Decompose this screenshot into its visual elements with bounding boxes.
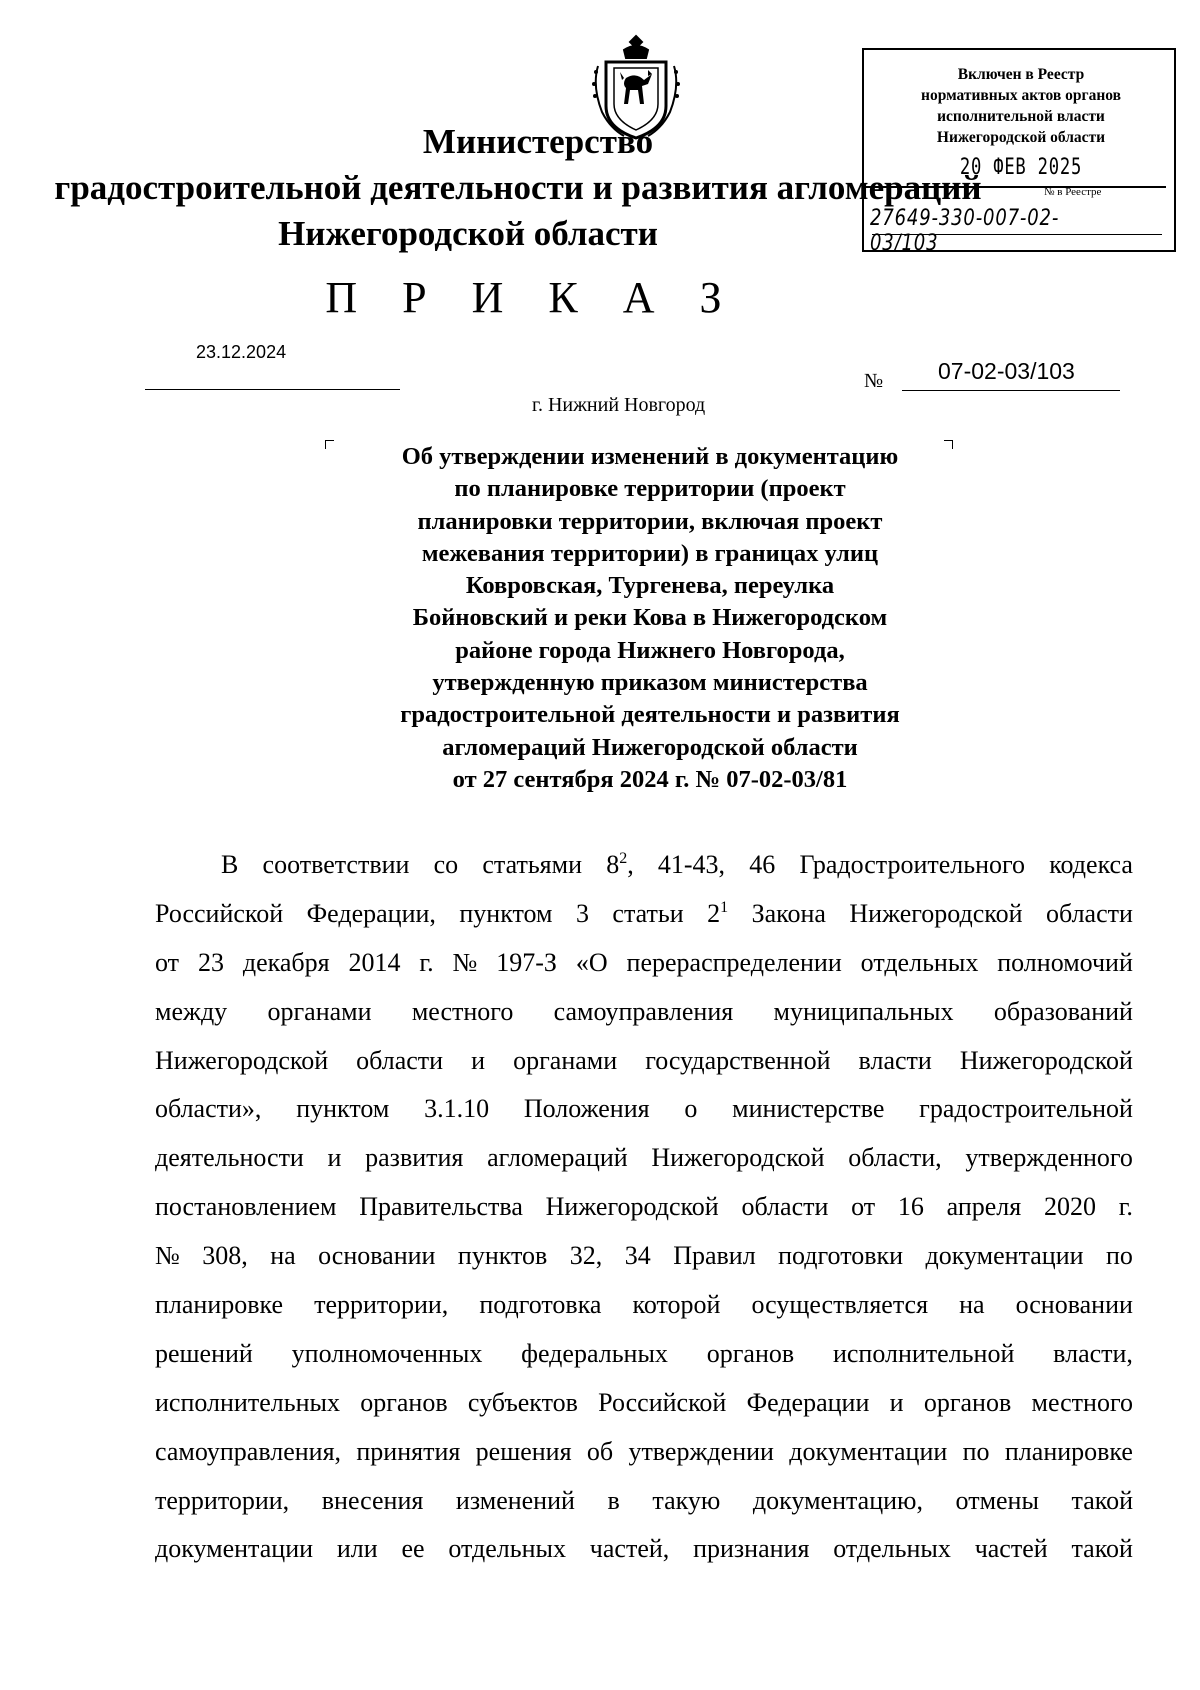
body-word: 3 [575, 898, 589, 928]
body-line [155, 1085, 1133, 1134]
body-word: документации [789, 1436, 948, 1466]
ministry-title: Министерство [422, 122, 654, 161]
subject-line: по планировке территории (проект [454, 475, 846, 503]
body-word: деятельности [155, 1143, 304, 1173]
subject-line: Об утверждении изменений в документацию [401, 443, 899, 470]
body-line [155, 1428, 1133, 1477]
number-underline [902, 390, 1120, 391]
body-word: пунктом [459, 898, 553, 928]
body-word: изменений [455, 1485, 575, 1515]
body-word: власти [858, 1045, 932, 1075]
body-word: ее [401, 1534, 425, 1564]
body-word: Российской [598, 1387, 727, 1417]
body-word: постановлением [155, 1192, 337, 1222]
body-word: г. [1118, 1192, 1133, 1222]
body-word: 2014 [348, 947, 401, 977]
body-line [155, 1477, 1133, 1526]
body-word: Правительства [359, 1192, 523, 1222]
body-line [155, 1232, 1133, 1281]
body-word: полномочий [997, 947, 1133, 977]
body-word: утвержденного [965, 1143, 1133, 1173]
body-word: между [155, 996, 228, 1026]
body-word: $2^1$ [707, 898, 729, 928]
body-word: Федерации [746, 1387, 870, 1417]
body-word: документации [155, 1534, 314, 1564]
registry-stamp [862, 48, 1176, 256]
body-word: или [336, 1534, 378, 1564]
body-word: самоуправления [553, 996, 734, 1026]
order-subject [350, 441, 950, 796]
body-word: муниципальных [773, 996, 954, 1026]
subject-line: градостроительной деятельности и развития [400, 701, 900, 729]
body-word: органов [360, 1387, 448, 1417]
body-word: такую [652, 1485, 721, 1515]
stamp-registry-label: № в Реестре [1044, 186, 1102, 198]
stamp-date: 20 ФЕВ 2025 [959, 155, 1083, 180]
body-word: градостроительной [919, 1094, 1133, 1124]
body-line [155, 939, 1133, 988]
body-word: Российской [155, 898, 284, 928]
body-word: на [270, 1241, 296, 1271]
number-label: № [864, 370, 884, 392]
stamp-strike-line [866, 186, 1166, 188]
body-word: решения [475, 1436, 572, 1466]
body-line [155, 1330, 1133, 1379]
body-word: 32, [569, 1241, 603, 1271]
body-word: территории, [155, 1485, 290, 1515]
body-word: государственной [645, 1045, 831, 1075]
ministry-region: Нижегородской области [278, 214, 658, 253]
subject-line: планировки территории, включая проект [417, 507, 883, 535]
document-type: П Р И К А З [325, 273, 739, 322]
body-line [155, 890, 1133, 939]
body-word: области [356, 1045, 444, 1075]
body-word: основании [318, 1241, 436, 1271]
body-word: агломераций [487, 1143, 628, 1173]
body-word: утверждении [628, 1436, 774, 1466]
subject-line: агломераций Нижегородской области [442, 733, 858, 761]
body-word: Нижегородской [849, 898, 1023, 928]
body-word: Положения [523, 1094, 650, 1124]
subject-line: Ковровская, Тургенева, переулка [465, 572, 835, 600]
stamp-line: нормативных актов органов [921, 87, 1121, 104]
body-word: документации [925, 1241, 1084, 1271]
body-word: области [1046, 898, 1133, 928]
body-word: и [327, 1143, 342, 1173]
body-word: принятия [356, 1436, 461, 1466]
body-line [155, 1037, 1133, 1086]
body-word: органами [513, 1045, 618, 1075]
stamp-registry-number: 27649-330-007-02-03/103 [870, 206, 1060, 256]
body-word: «О [575, 947, 608, 977]
body-word: статьи [612, 898, 684, 928]
body-word: Закона [751, 898, 826, 928]
body-word: Нижегородской [651, 1143, 825, 1173]
body-word: исполнительной [832, 1338, 1015, 1368]
stamp-text [864, 64, 1178, 148]
body-word: 41-43, [657, 850, 726, 879]
body-line [155, 1134, 1133, 1183]
body-line [155, 841, 1133, 890]
body-word: местного [1031, 1387, 1133, 1417]
body-word: статьями [482, 850, 583, 879]
order-date: 23.12.2024 [196, 342, 287, 362]
body-word: на [959, 1290, 985, 1320]
body-word: отдельных [860, 947, 979, 977]
body-line [155, 988, 1133, 1037]
body-word: 46 [749, 850, 776, 879]
body-word: исполнительных [155, 1387, 340, 1417]
body-word: территории, [314, 1290, 449, 1320]
subject-line: межевания территории) в границах улиц [421, 539, 879, 567]
body-line [155, 1525, 1133, 1574]
body-word: 308, [202, 1241, 248, 1271]
body-word: субъектов [467, 1387, 578, 1417]
body-word: отдельных [448, 1534, 566, 1564]
body-word: от [851, 1192, 876, 1222]
body-word: области [741, 1192, 829, 1222]
body-word: частей [974, 1534, 1048, 1564]
body-word: Правил [673, 1241, 756, 1271]
subject-line: Бойновский и реки Кова в Нижегородском [412, 604, 888, 632]
body-word: об [586, 1436, 614, 1466]
city: г. Нижний Новгород [532, 394, 706, 416]
body-word: № [155, 1241, 180, 1271]
body-word: о [684, 1094, 698, 1124]
body-word: подготовка [479, 1290, 602, 1320]
body-word: и [471, 1045, 486, 1075]
body-word: Нижегородской [545, 1192, 719, 1222]
body-word: по [1106, 1241, 1133, 1271]
stamp-line: Включен в Реестр [957, 66, 1085, 83]
body-word: 34 [624, 1241, 651, 1271]
body-word: уполномоченных [291, 1338, 483, 1368]
body-word: кодекса [1049, 850, 1133, 879]
body-word: документацию, [752, 1485, 923, 1515]
body-word: отмены [955, 1485, 1039, 1515]
body-word: соответствии [262, 850, 410, 879]
body-word: осуществляется [751, 1290, 929, 1320]
body-word: признания [693, 1534, 810, 1564]
body-word: г. [419, 947, 434, 977]
body-word: федеральных [521, 1338, 668, 1368]
body-word: власти, [1053, 1338, 1133, 1368]
body-word: области, [848, 1143, 942, 1173]
subject-line: районе города Нижнего Новгорода, [455, 636, 845, 664]
body-word: в [607, 1485, 620, 1515]
stamp-line: исполнительной власти [937, 108, 1105, 125]
stamp-line: Нижегородской области [936, 129, 1106, 146]
body-word: области», [155, 1094, 262, 1124]
body-word: 23 [197, 947, 224, 977]
body-line [155, 1183, 1133, 1232]
stamp-underline [872, 234, 1162, 235]
date-underline [145, 389, 400, 390]
body-word: апреля [946, 1192, 1022, 1222]
body-word: министерстве [732, 1094, 885, 1124]
body-word: самоуправления, [155, 1436, 342, 1466]
order-number: 07-02-03/103 [938, 358, 1075, 384]
body-word: 3.1.10 [424, 1094, 490, 1124]
body-word: внесения [321, 1485, 424, 1515]
body-word: планировке [155, 1290, 284, 1320]
body-word: декабря [242, 947, 330, 977]
body-word: Федерации, [306, 898, 436, 928]
body-word: Нижегородской [959, 1045, 1133, 1075]
body-word: органами [267, 996, 372, 1026]
body-word: образований [993, 996, 1133, 1026]
body-line [155, 1379, 1133, 1428]
body-word: планировке [1004, 1436, 1133, 1466]
body-word: со [433, 850, 459, 879]
ministry-name: градостроительной деятельности и развития агломераций [54, 168, 982, 207]
body-line [155, 1281, 1133, 1330]
body-word: 197-З [496, 947, 557, 977]
body-word: такой [1071, 1534, 1133, 1564]
order-body [155, 841, 1133, 1574]
body-word: от [155, 947, 180, 977]
body-word: 16 [897, 1192, 924, 1222]
body-word: решений [155, 1338, 253, 1368]
subject-line: утвержденную приказом министерства [432, 669, 868, 697]
body-word: такой [1071, 1485, 1133, 1515]
body-word: органов [923, 1387, 1012, 1417]
body-word: перераспределении [626, 947, 842, 977]
body-word: по [962, 1436, 990, 1466]
body-word: частей, [589, 1534, 670, 1564]
body-word: пунктов [457, 1241, 548, 1271]
body-word: основании [1015, 1290, 1133, 1320]
body-word: подготовки [778, 1241, 904, 1271]
body-word: органов [706, 1338, 795, 1368]
body-word: отдельных [833, 1534, 951, 1564]
body-word: Градостроительного [799, 850, 1026, 879]
body-word: пунктом [296, 1094, 390, 1124]
corner-mark-left [325, 440, 334, 449]
body-word: № [452, 947, 478, 977]
body-word: Нижегородской [155, 1045, 329, 1075]
subject-line: от 27 сентября 2024 г. № 07-02-03/81 [452, 765, 848, 793]
body-word: 2020 [1043, 1192, 1096, 1222]
body-word: местного [411, 996, 514, 1026]
body-word: В [221, 850, 239, 879]
body-word: развития [365, 1143, 464, 1173]
body-word: $8^2$, [606, 850, 634, 879]
body-word: которой [632, 1290, 721, 1320]
body-word: и [889, 1387, 904, 1417]
